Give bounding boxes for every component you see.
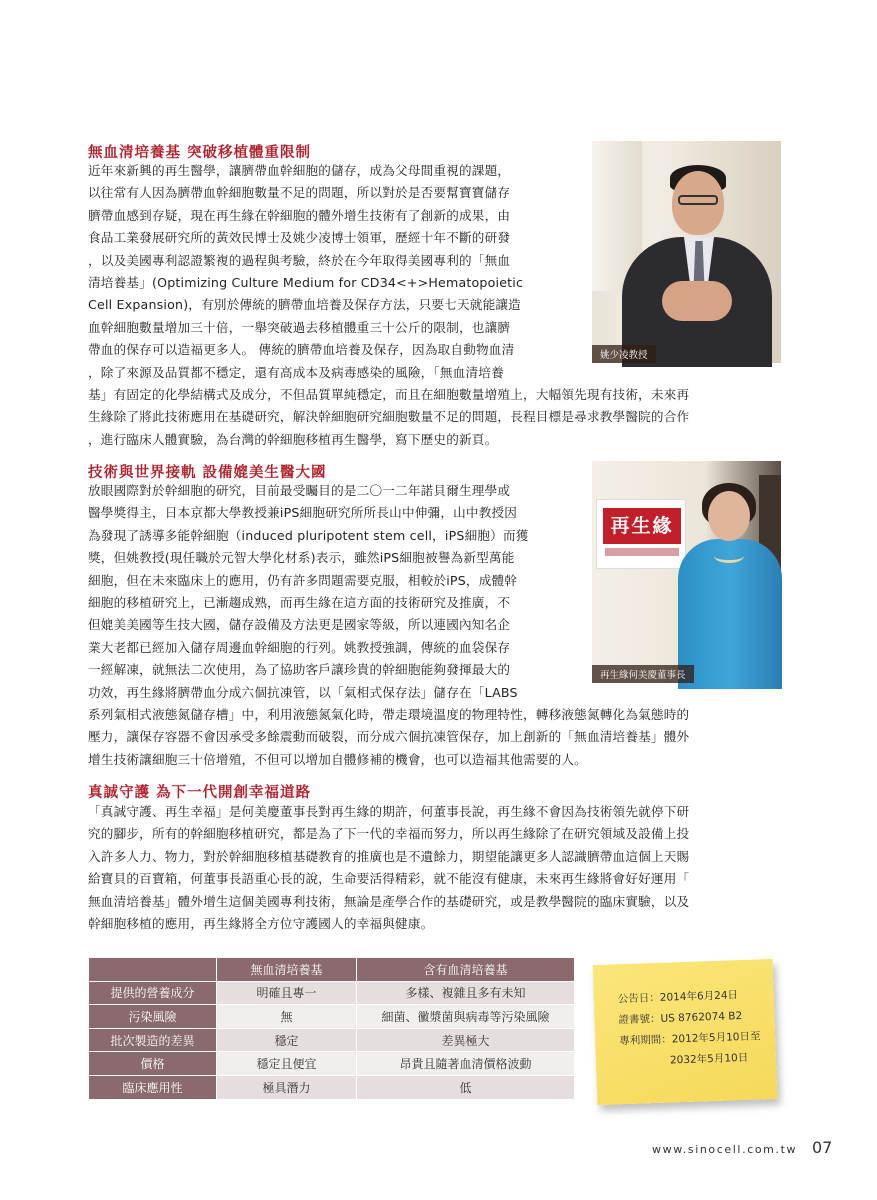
section1-line: 血幹細胞數量增加三十倍，一舉突破過去移植體重三十公斤的限制，也讓臍 bbox=[88, 319, 511, 335]
section2-line: 一經解凍，就無法二次使用，為了協助客戶讓珍貴的幹細胞能夠發揮最大的 bbox=[88, 662, 511, 678]
section1-line: 生緣除了將此技術應用在基礎研究，解決幹細胞研究細胞數量不足的問題，長程目標是尋求教學醫院的合作 bbox=[88, 409, 690, 425]
company-sign-text: 再生緣 bbox=[603, 508, 681, 544]
section2-line: 增生技術讓細胞三十倍增殖，不但可以增加自體修補的機會，也可以造福其他需要的人。 bbox=[88, 751, 587, 767]
patent-period-end: 2032年5月10日 bbox=[669, 1051, 749, 1067]
section2-title: 技術與世界接軌 設備媲美生醫大國 bbox=[88, 465, 327, 481]
table-cell-serum: 差異極大 bbox=[357, 1028, 575, 1052]
table-row bbox=[89, 1075, 575, 1099]
section1-line: ，進行臨床人體實驗，為台灣的幹細胞移植再生醫學，寫下歷史的新頁。 bbox=[88, 431, 498, 447]
section2-line: 醫學獎得主，日本京都大學教授兼iPS細胞研究所所長山中伸彌，山中教授因 bbox=[88, 505, 518, 521]
table-row bbox=[89, 981, 575, 1005]
professor-photo-caption: 姚少凌教授 bbox=[592, 345, 656, 363]
table-row-label: 提供的營養成分 bbox=[89, 981, 217, 1005]
section2-line: 功效，再生緣將臍帶血分成六個抗凍管，以「氣相式保存法」儲存在「LABS bbox=[88, 684, 518, 700]
footer-url: www.sinocell.com.tw bbox=[652, 1143, 798, 1156]
table-cell-serum: 多樣、複雜且多有未知 bbox=[357, 981, 575, 1005]
section3-line: 究的腳步，所有的幹細胞移植研究，都是為了下一代的幸福而努力，所以再生緣除了在研究領域及設備上投 bbox=[88, 826, 690, 842]
table-row-label: 批次製造的差異 bbox=[89, 1028, 217, 1052]
chairwoman-photo-caption: 再生緣何美慶董事長 bbox=[592, 665, 694, 683]
section1-line: 以往常有人因為臍帶血幹細胞數量不足的問題，所以對於是否要幫寶寶儲存 bbox=[88, 185, 511, 201]
section2-line: 業大老都已經加入儲存周邊血幹細胞的行列。姚教授強調，傳統的血袋保存 bbox=[88, 639, 511, 655]
section2-line: 放眼國際對於幹細胞的研究，目前最受矚目的是二〇一二年諾貝爾生理學或 bbox=[88, 483, 511, 498]
section1-line: ，以及美國專利認證繁複的過程與考驗，終於在今年取得美國專利的「無血 bbox=[88, 252, 511, 268]
table-header-serum: 含有血清培養基 bbox=[357, 958, 575, 982]
section1-line: 基」有固定的化學結構式及成分，不但品質單純穩定，而且在細胞數量增殖上，大幅領先現有技術，未來再 bbox=[88, 387, 690, 403]
table-header-serum-free: 無血清培養基 bbox=[217, 958, 357, 982]
table-cell-serum-free: 極具潛力 bbox=[217, 1075, 357, 1099]
section2-line: 但媲美美國等生技大國，儲存設備及方法更是國家等級，所以連國內知名企 bbox=[88, 617, 511, 633]
section2-line: 壓力，讓保存容器不會因承受多餘震動而破裂，而分成六個抗凍管保存，加上創新的「無血清培養基」體外 bbox=[88, 729, 690, 745]
section1-line: 食品工業發展研究所的黃效民博士及姚少凌博士領軍，歷經十年不斷的研發 bbox=[88, 230, 511, 246]
table-cell-serum-free: 穩定且便宜 bbox=[217, 1052, 357, 1076]
table-cell-serum: 低 bbox=[357, 1075, 575, 1099]
table-cell-serum-free: 穩定 bbox=[217, 1028, 357, 1052]
table-row bbox=[89, 1052, 575, 1076]
table-header-corner bbox=[89, 958, 217, 982]
section3-paragraph bbox=[88, 801, 788, 935]
table-row-label: 價格 bbox=[89, 1052, 217, 1076]
table-cell-serum: 細菌、黴漿菌與病毒等污染風險 bbox=[357, 1005, 575, 1029]
table-row-label: 臨床應用性 bbox=[89, 1075, 217, 1099]
table-cell-serum: 昂貴且隨著血清價格波動 bbox=[357, 1052, 575, 1076]
patent-announce-date: 公告日：2014年6月24日 bbox=[617, 989, 739, 1006]
table-cell-serum-free: 無 bbox=[217, 1005, 357, 1029]
company-sign bbox=[596, 499, 686, 569]
patent-period: 專利期間：2012年5月10日至 bbox=[619, 1030, 761, 1048]
professor-photo bbox=[592, 141, 781, 363]
section2-line: 細胞，但在未來臨床上的應用，仍有許多問題需要克服，相較於iPS，成體幹 bbox=[88, 572, 518, 588]
section3-line: 無血清培養基」體外增生這個美國專利技術，無論是產學合作的基礎研究，或是教學醫院的臨床實驗，以及 bbox=[88, 893, 690, 909]
section2-line: 細胞的移植研究上，已漸趨成熟，而再生緣在這方面的技術研究及推廣，不 bbox=[88, 595, 511, 611]
section2-line: 獎，但姚教授(現任職於元智大學化材系)表示，雖然iPS細胞被譽為新型萬能 bbox=[88, 550, 515, 566]
comparison-table bbox=[88, 957, 575, 1100]
section1-line: Cell Expansion)，有別於傳統的臍帶血培養及保存方法，只要七天就能讓造 bbox=[88, 297, 521, 313]
section1-line: 近年來新興的再生醫學，讓臍帶血幹細胞的儲存，成為父母間重視的課題， bbox=[88, 163, 511, 178]
section3-line: 給寶貝的百寶箱，何董事長語重心長的說，生命要活得精彩，就不能沒有健康，未來再生緣將會好好運用「 bbox=[88, 871, 690, 887]
table-header-row bbox=[89, 958, 575, 982]
section1-line: 臍帶血感到存疑，現在再生緣在幹細胞的體外增生技術有了創新的成果，由 bbox=[88, 207, 511, 223]
section2-line: 系列氣相式液態氮儲存槽」中，利用液態氮氣化時，帶走環境溫度的物理特性，轉移液態氮轉化為氣態時的 bbox=[88, 707, 690, 723]
table-cell-serum-free: 明確且專一 bbox=[217, 981, 357, 1005]
section1-line: ，除了來源及品質都不穩定，還有高成本及病毒感染的風險，「無血清培養 bbox=[88, 364, 504, 380]
section2-line: 為發現了誘導多能幹細胞（induced pluripotent stem cell，iPS細胞）而獲 bbox=[88, 527, 529, 543]
patent-sticky-note bbox=[593, 959, 778, 1105]
table-row bbox=[89, 1005, 575, 1029]
table-row-label: 污染風險 bbox=[89, 1005, 217, 1029]
section3-title: 真誠守護 為下一代開創幸福道路 bbox=[88, 785, 312, 801]
section1-line: 清培養基」(Optimizing Culture Medium for CD34<+>Hematopoietic bbox=[88, 275, 524, 291]
section3-line: 入許多人力、物力，對於幹細胞移植基礎教育的推廣也是不遺餘力，期望能讓更多人認識臍帶血這個上天賜 bbox=[88, 848, 690, 864]
section3-line: 幹細胞移植的應用，再生緣將全方位守護國人的幸福與健康。 bbox=[88, 916, 434, 932]
table-row bbox=[89, 1028, 575, 1052]
section1-title: 無血清培養基 突破移植體重限制 bbox=[88, 145, 312, 161]
section3-line: 「真誠守護、再生幸福」是何美慶董事長對再生緣的期許，何董事長說，再生緣不會因為技術領先就停下研 bbox=[88, 804, 690, 819]
page-number: 07 bbox=[812, 1138, 833, 1157]
chairwoman-photo bbox=[592, 461, 781, 683]
patent-certificate-number: 證書號：US 8762074 B2 bbox=[618, 1009, 743, 1027]
section1-line: 帶血的保存可以造福更多人。 傳統的臍帶血培養及保存，因為取自動物血清 bbox=[88, 342, 515, 358]
